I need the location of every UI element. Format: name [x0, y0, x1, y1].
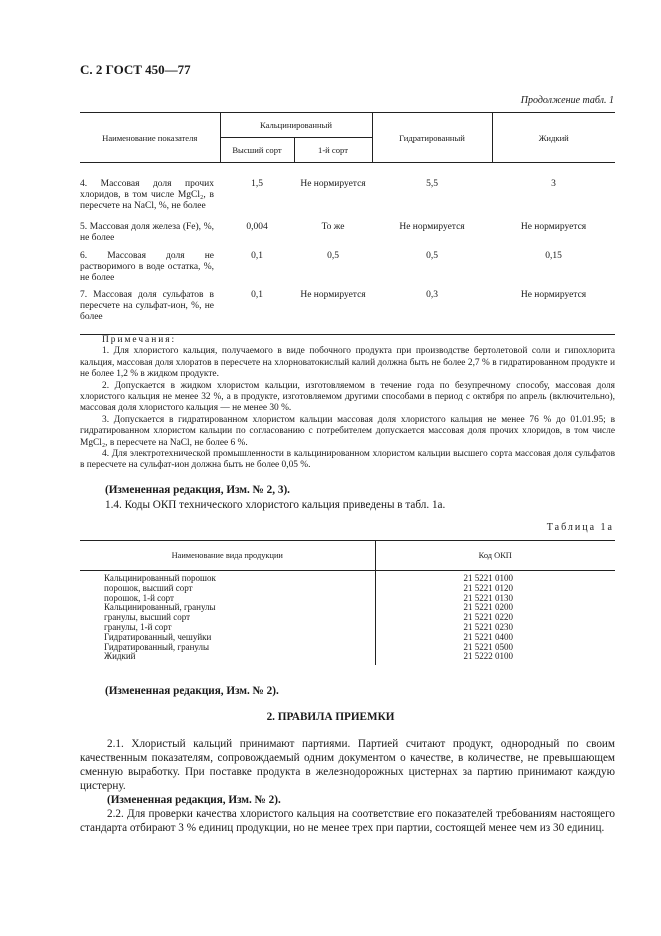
product-name: Кальцинированный, гранулы	[80, 603, 375, 613]
note-4: 4. Для электротехнической промышленности в кальцинированном хлористом кальции высшего сорта массовая доля сульфатов в пересчете на сульфат-ион должна быть не более 0,05 %.	[80, 449, 615, 471]
table-cell: 0,5	[426, 250, 438, 261]
table-cell: Не нормируется	[492, 285, 615, 335]
okp-code: 21 5221 0500	[463, 641, 513, 652]
col-header-liquid: Жидкий	[492, 113, 615, 163]
table-cell: 0,1	[251, 250, 263, 261]
col-header-name: Наименование показателя	[80, 113, 220, 163]
col-header-okp-code: Код ОКП	[375, 541, 615, 571]
table-cell: Не нормируется	[399, 221, 465, 232]
table-cell: Не нормируется	[294, 285, 372, 335]
okp-code: 21 5221 0230	[463, 621, 513, 632]
table-cell: 3	[551, 179, 556, 189]
table-cell: Не нормируется	[520, 221, 587, 232]
product-name: Жидкий	[80, 652, 375, 665]
col-header-hydrated: Гидратированный	[372, 113, 492, 163]
col-header-high-grade: Высший сорт	[220, 138, 294, 163]
col-header-calcined: Кальцинированный	[220, 113, 372, 138]
amendment-note: (Измененная редакция, Изм. № 2, 3).	[105, 484, 290, 496]
table-cell: 0,15	[545, 250, 562, 261]
col-header-first-grade: 1-й сорт	[294, 138, 372, 163]
table-row-label: 4. Массовая доля прочих хлоридов, в том числе MgCl₂, в пересчете на NaCl, %, не более	[80, 179, 214, 211]
note-3: 3. Допускается в гидратированном хлористом кальции массовая доля хлористого кальция не менее 76 % до 01.01.95; в гидратированном хлористом кальции по согласованию с потребителем допускается массовая доля прочих хлоридов, в том числе MgCl₂, в пересчете на NaCl, не более 6 %.	[80, 414, 615, 448]
product-name: гранулы, высший сорт	[80, 613, 375, 623]
section-2-body	[80, 737, 615, 835]
table-1	[80, 112, 615, 335]
table-cell: 5,5	[426, 179, 438, 189]
okp-code: 21 5222 0100	[463, 651, 513, 662]
table-continuation-label: Продолжение табл. 1	[520, 95, 614, 106]
table-notes	[80, 335, 615, 472]
note-1: 1. Для хлористого кальция, получаемого в виде побочного продукта при производстве бертолетовой соли и гипохлорита кальция, массовая доля хлоратов в пересчете на хлорноватокислый калий должна быть не более 2,7 % в гидратированном продукте и не более 1,2 % в жидком продукте.	[80, 346, 615, 380]
amendment-note: (Измененная редакция, Изм. № 2).	[105, 685, 279, 697]
table-cell: 0,1	[220, 285, 294, 335]
okp-code: 21 5221 0100	[463, 573, 513, 583]
product-name: Гидратированный, чешуйки	[80, 633, 375, 643]
table-cell: 0,5	[327, 250, 339, 261]
notes-heading: Примечания:	[102, 335, 177, 345]
table-cell: 0,3	[372, 285, 492, 335]
table-cell: 1,5	[251, 179, 263, 189]
okp-code: 21 5221 0130	[463, 592, 513, 603]
amendment-note: (Измененная редакция, Изм. № 2).	[107, 794, 281, 806]
paragraph-1-4: 1.4. Коды ОКП технического хлористого кальция приведены в табл. 1а.	[105, 499, 446, 511]
page-header: С. 2 ГОСТ 450—77	[80, 62, 191, 77]
product-name: порошок, 1-й сорт	[80, 594, 375, 604]
product-name: Кальцинированный порошок	[80, 571, 375, 584]
table-row-label: 6. Массовая доля не растворимого в воде остатка, %, не более	[80, 250, 214, 283]
product-name: Гидратированный, гранулы	[80, 643, 375, 653]
note-2: 2. Допускается в жидком хлористом кальции, изготовляемом в течение года по безупречному способу, массовая доля хлористого кальция не менее 32 %, а в продукте, изготовляемом другими способами в период с октября по апрель (включительно), массовая доля хлористого кальция — не менее 30 %.	[80, 380, 615, 414]
table-row-label: 5. Массовая доля железа (Fe), %, не более	[80, 221, 214, 243]
col-header-product: Наименование вида продукции	[80, 541, 375, 571]
product-name: гранулы, 1-й сорт	[80, 623, 375, 633]
okp-code: 21 5221 0200	[463, 602, 513, 613]
okp-code: 21 5221 0400	[463, 631, 513, 642]
paragraph-2-1: 2.1. Хлористый кальций принимают партиями. Партией считают продукт, однородный по своим качественным показателям, сопровождаемый одним документом о качестве, в количестве, не превышающем сменную выработку. При поставке продукта в железнодорожных цистернах за партию принимают каждую цистерну.	[80, 738, 615, 792]
section-heading: 2. ПРАВИЛА ПРИЕМКИ	[266, 711, 395, 723]
table-1a-title: Таблица 1а	[546, 522, 614, 533]
okp-code: 21 5221 0220	[463, 612, 513, 623]
product-name: порошок, высший сорт	[80, 584, 375, 594]
table-cell: То же	[321, 221, 345, 232]
paragraph-2-2: 2.2. Для проверки качества хлористого кальция на соответствие его показателей требованиям настоящего стандарта отбирают 3 % единиц продукции, но не менее трех при партии, состоящей менее чем из 30 единиц.	[80, 808, 615, 834]
table-cell: Не нормируется	[300, 179, 366, 189]
table-1a	[80, 540, 615, 665]
table-cell: 0,004	[246, 221, 268, 232]
okp-code: 21 5221 0120	[463, 582, 513, 593]
table-row-label: 7. Массовая доля сульфатов в пересчете на сульфат-ион, %, не более	[80, 285, 220, 335]
